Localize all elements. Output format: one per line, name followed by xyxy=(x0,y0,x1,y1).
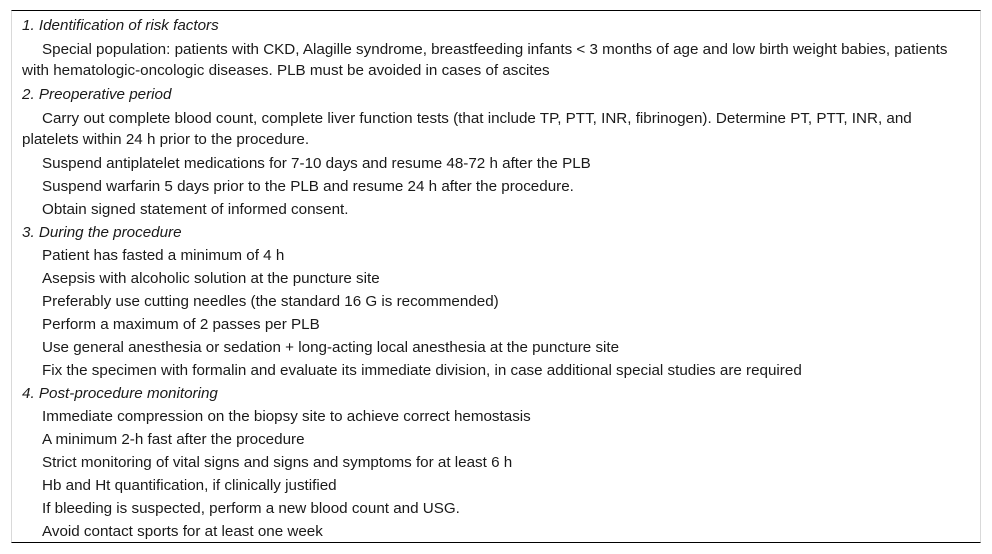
list-item: Special population: patients with CKD, Alagille syndrome, breastfeeding infants < 3 months of age and low birth weight babies, patients with hematologic-oncologic diseases. PLB must be avoided in cases of ascites xyxy=(22,41,948,79)
list-item: Patient has fasted a minimum of 4 h xyxy=(42,247,285,264)
section-heading-post-procedure: 4. Post-procedure monitoring xyxy=(22,385,218,402)
list-item: If bleeding is suspected, perform a new blood count and USG. xyxy=(42,500,460,517)
list-item: Suspend warfarin 5 days prior to the PLB and resume 24 h after the procedure. xyxy=(42,178,574,195)
section-heading-risk-factors: 1. Identification of risk factors xyxy=(22,17,219,34)
list-item: Fix the specimen with formalin and evaluate its immediate division, in case additional special studies are required xyxy=(42,362,802,379)
list-item: Use general anesthesia or sedation + long-acting local anesthesia at the puncture site xyxy=(42,339,620,356)
list-item: Hb and Ht quantification, if clinically justified xyxy=(42,477,337,494)
list-item: Avoid contact sports for at least one week xyxy=(42,523,323,540)
section-heading-preoperative: 2. Preoperative period xyxy=(22,86,172,103)
list-item: Obtain signed statement of informed consent. xyxy=(42,201,349,218)
section-heading-procedure: 3. During the procedure xyxy=(22,224,182,241)
list-item: Perform a maximum of 2 passes per PLB xyxy=(42,316,320,333)
list-item: A minimum 2-h fast after the procedure xyxy=(42,431,305,448)
list-item: Asepsis with alcoholic solution at the puncture site xyxy=(42,270,380,287)
list-item: Immediate compression on the biopsy site to achieve correct hemostasis xyxy=(42,408,531,425)
list-item: Strict monitoring of vital signs and signs and symptoms for at least 6 h xyxy=(42,454,513,471)
protocol-table xyxy=(11,10,981,543)
table-content xyxy=(22,14,970,543)
list-item: Preferably use cutting needles (the standard 16 G is recommended) xyxy=(42,293,499,310)
list-item: Carry out complete blood count, complete liver function tests (that include TP, PTT, INR, fibrinogen). Determine PT, PTT, INR, and platelets within 24 h prior to the procedure. xyxy=(22,110,912,148)
list-item: Suspend antiplatelet medications for 7-10 days and resume 48-72 h after the PLB xyxy=(42,155,591,172)
